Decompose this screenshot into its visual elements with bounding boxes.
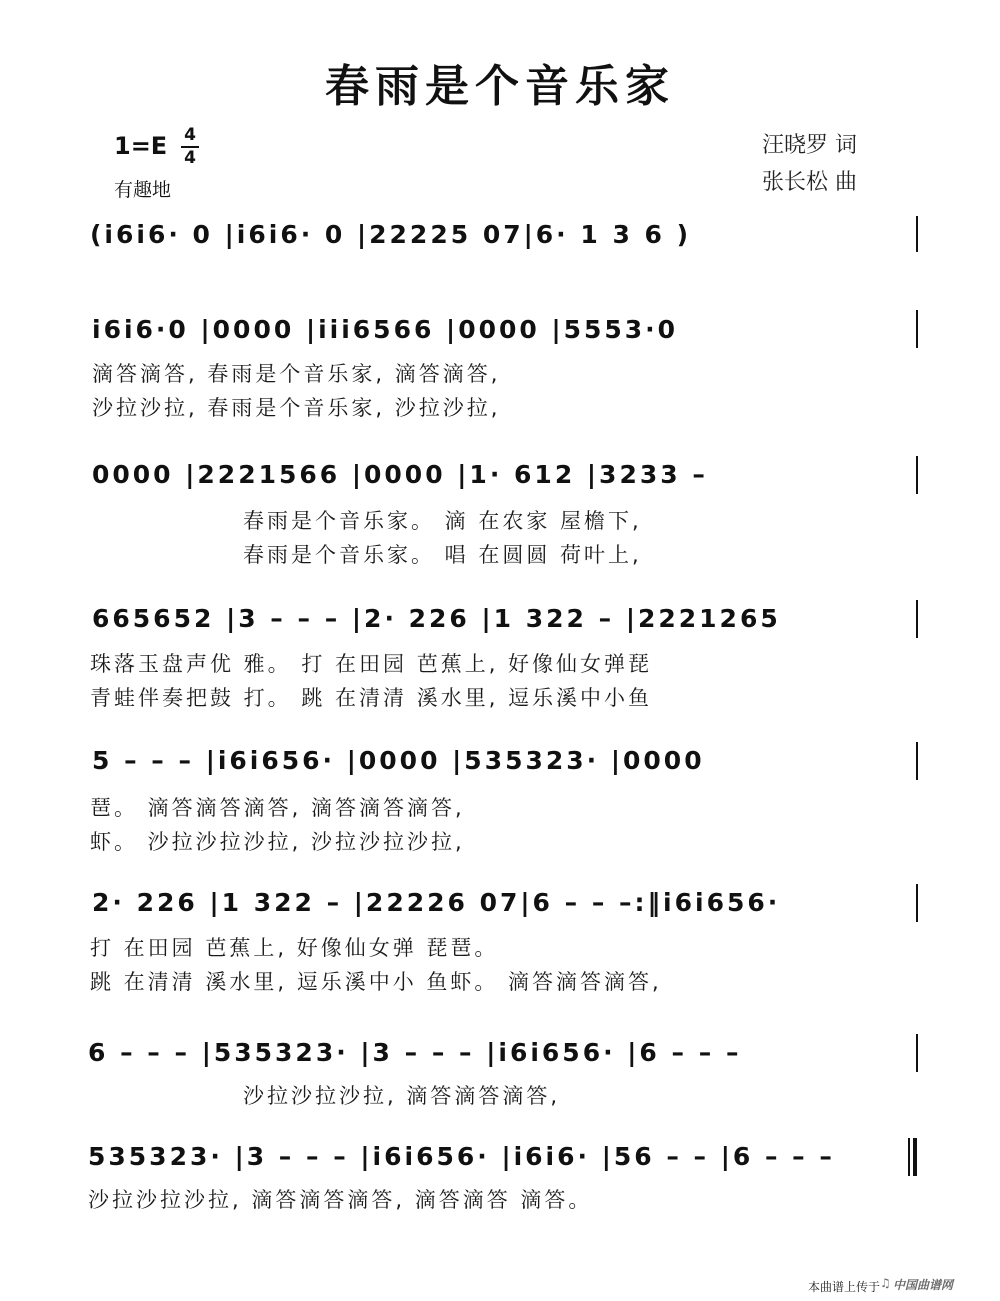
system-6-lyrics-verse-2: 跳 在清清 溪水里, 逗乐溪中小 鱼虾。 滴答滴答滴答, xyxy=(90,970,662,994)
system-6-notes: 2· 226 |1 322 – |22226 07|6 – – –:‖i6i656· xyxy=(92,888,781,917)
system-2-notes: i6i6·0 |0000 |iii6566 |0000 |5553·0 xyxy=(92,315,679,344)
final-barline-thin xyxy=(908,1138,910,1176)
system-8-notes: 535323· |3 – – – |i6i656· |i6i6· |56 – – |6 – – – xyxy=(88,1142,835,1171)
system-7-end-barline xyxy=(916,1034,918,1072)
system-5-lyrics-verse-1: 琶。 滴答滴答滴答, 滴答滴答滴答, xyxy=(90,796,465,820)
system-1-notes: (i6i6· 0 |i6i6· 0 |22225 07|6· 1 3 6 ) xyxy=(90,220,692,249)
system-4-end-barline xyxy=(916,600,918,638)
system-2-lyrics-verse-1: 滴答滴答, 春雨是个音乐家, 滴答滴答, xyxy=(92,362,501,386)
system-3-end-barline xyxy=(916,456,918,494)
system-3-notes: 0000 |2221566 |0000 |1· 612 |3233 – xyxy=(92,460,708,489)
composer-credit: 张长松 曲 xyxy=(762,170,857,195)
system-6-end-barline xyxy=(916,884,918,922)
system-5-notes: 5 – – – |i6i656· |0000 |535323· |0000 xyxy=(92,746,705,775)
time-signature-numerator: 4 xyxy=(184,125,196,145)
key-signature: 1=E xyxy=(114,132,168,160)
system-2-lyrics-verse-2: 沙拉沙拉, 春雨是个音乐家, 沙拉沙拉, xyxy=(92,396,501,420)
tempo-marking: 有趣地 xyxy=(114,179,172,201)
time-signature-denominator: 4 xyxy=(184,148,196,168)
site-logo-icon: ♫ xyxy=(880,1276,891,1290)
system-4-lyrics-verse-1: 珠落玉盘声优 雅。 打 在田园 芭蕉上, 好像仙女弹琵 xyxy=(90,652,653,676)
system-3-lyrics-verse-1: 春雨是个音乐家。 滴 在农家 屋檐下, xyxy=(243,509,642,533)
final-barline-thick xyxy=(913,1138,917,1176)
score-title: 春雨是个音乐家 xyxy=(325,61,675,112)
system-3-lyrics-verse-2: 春雨是个音乐家。 唱 在圆圆 荷叶上, xyxy=(243,543,642,567)
system-4-lyrics-verse-2: 青蛙伴奏把鼓 打。 跳 在清清 溪水里, 逗乐溪中小鱼 xyxy=(90,686,653,710)
system-5-end-barline xyxy=(916,742,918,780)
system-2-end-barline xyxy=(916,310,918,348)
system-7-notes: 6 – – – |535323· |3 – – – |i6i656· |6 – – – xyxy=(88,1038,742,1067)
upload-note: 本曲谱上传于 xyxy=(808,1280,881,1294)
system-5-lyrics-verse-2: 虾。 沙拉沙拉沙拉, 沙拉沙拉沙拉, xyxy=(90,830,465,854)
system-7-lyrics: 沙拉沙拉沙拉, 滴答滴答滴答, xyxy=(243,1084,561,1108)
site-logo: 中国曲谱网 xyxy=(893,1278,954,1292)
system-8-lyrics: 沙拉沙拉沙拉, 滴答滴答滴答, 滴答滴答 滴答。 xyxy=(88,1188,593,1212)
lyricist-credit: 汪晓罗 词 xyxy=(762,133,857,158)
system-6-lyrics-verse-1: 打 在田园 芭蕉上, 好像仙女弹 琵琶。 xyxy=(90,936,499,960)
system-4-notes: 665652 |3 – – – |2· 226 |1 322 – |2221265 xyxy=(92,604,781,633)
system-1-end-barline xyxy=(916,216,918,252)
